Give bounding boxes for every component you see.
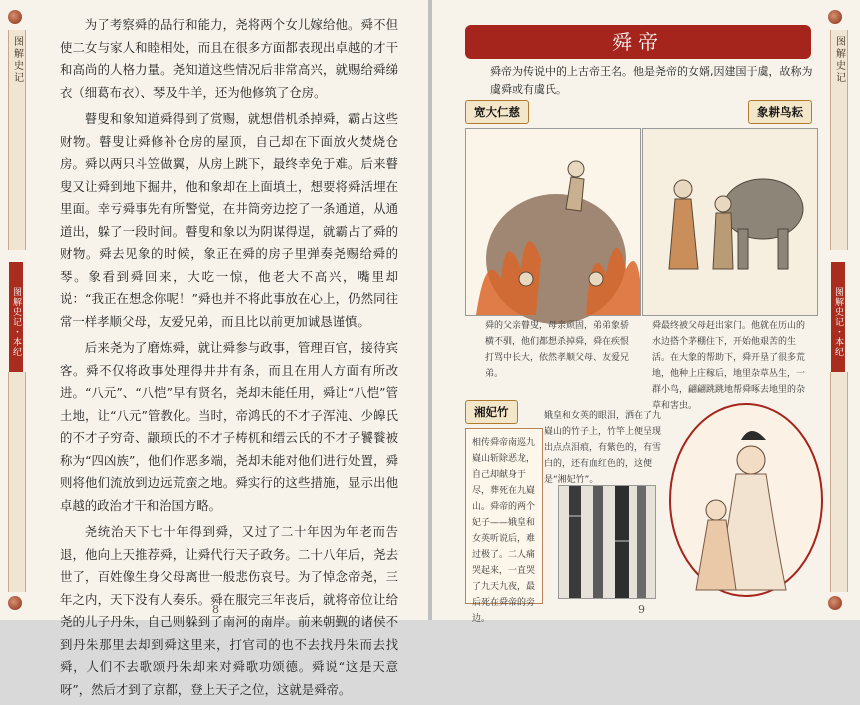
fire-scene-illustration (466, 129, 640, 315)
section-label-xiangfei-bamboo: 湘妃竹 (465, 400, 518, 424)
corner-ornament-top-left (8, 10, 22, 24)
sidebar-band-label: 图解史记・本纪 (9, 262, 23, 376)
sidebar-top-label: 图解史记 (833, 36, 845, 84)
left-sidebar-strip-lower (8, 372, 26, 592)
corner-ornament-bottom-right (828, 596, 842, 610)
intro-text: 舜帝为传说中的上古帝王名。他是尧帝的女婿,因建国于虞，故称为虞舜或有虞氏。 (490, 65, 813, 96)
bamboo-stalks-illustration (559, 486, 655, 598)
xiangfei-story-card: 相传舜帝南巡九嶷山斩除恶龙，自己却献身于尽，葬死在九嶷山。舜帝的两个妃子——娥皇和女英听说后，难过极了。二人痛哭起来，一直哭了九天九夜，最后死在舜帝的旁边。 (465, 428, 543, 604)
corner-ornament-bottom-left (8, 596, 22, 610)
illustration-elephant-panel (642, 128, 818, 316)
page-number-left: 8 (212, 603, 219, 616)
page-title: 舜帝 (465, 25, 811, 59)
consorts-illustration (666, 400, 828, 600)
elephant-scene-illustration (643, 129, 817, 315)
section-label-elephant-farming: 象耕鸟耘 (748, 100, 812, 124)
left-page (0, 0, 428, 697)
paragraph-3: 后来尧为了磨炼舜，就让舜参与政事，管理百官，接待宾客。舜不仅将政事处理得井井有条，而且在用人方面有所改进。“八元”、“八恺”早有贤名，尧却未能任用，舜让“八恺”管土地，让“八元”管教化。当时，帝鸿氏的不才子浑沌、少皞氏的不才子穷奇、颛顼氏的不才子梼杌和缙云氏的不才子饕餮被称为“四凶族”，他们作恶多端，尧却未能对他们进行处置，舜则将他们流放到边远荒蛮之地。舜实行的这些措施，显示出他卓越的政治才干和治国方略。 (60, 340, 398, 513)
bamboo-photo (558, 485, 656, 599)
left-sidebar-strip (8, 30, 26, 250)
sidebar-band-label: 图解史记・本纪 (831, 262, 845, 376)
paragraph-1: 为了考察舜的品行和能力，尧将两个女儿嫁给他。舜不但使二女与家人和睦相处，而且在很多方面都表现出卓越的才干和高尚的人格力量。尧知道这些情况后非常高兴，就赐给舜绨衣（细葛布衣）、琴及牛羊，还为他修筑了仓房。 (60, 17, 398, 100)
corner-ornament-top-right (828, 10, 842, 24)
right-sidebar-strip (830, 30, 848, 250)
caption-kindness: 舜的父亲瞽叟，母亲顽固，弟弟象骄横不驯，他们都想杀掉舜，舜在疾恨打骂中长大，依然孝顺父母、友爱兄弟。 (485, 321, 630, 379)
paragraph-4: 尧统治天下七十年得到舜，又过了二十年因为年老而告退，他向上天推荐舜，让舜代行天子政务。二十八年后，尧去世了，百姓像生身父母离世一般悲伤哀号。为了悼念帝尧，三年之内，天下没有人奏乐。舜在服完三年丧后，就将帝位让给尧的儿子丹朱，自己则躲到了南河的南岸。前来朝觐的诸侯不到丹朱那里去却到舜这里来，打官司的也不去找丹朱而去找舜，人们不去歌颂丹朱却来对舜歌功颂德。舜说“这是天意呀”，然后才到了京都，登上天子之位，这就是舜帝。 (60, 524, 398, 697)
caption-xiangfei-bamboo: 娥皇和女英的眼泪，洒在了九嶷山的竹子上，竹竿上便呈现出点点泪痕，有紫色的，有雪白的，还有血红色的，这便是“湘妃竹”。 (544, 411, 662, 485)
left-body-text (60, 14, 398, 705)
page-number-right: 9 (638, 603, 645, 616)
sidebar-top-label: 图解史记 (11, 36, 23, 84)
paragraph-2: 瞽叟和象知道舜得到了赏赐，就想借机杀掉舜，霸占这些财物。瞽叟让舜修补仓房的屋顶，自己却在下面放火焚烧仓房。舜以两只斗笠做翼，从房上跳下，最终幸免于难。后来瞽叟又让舜到地下掘井，他和象却在上面填土，想要将舜活埋在里面。幸亏舜事先有所警觉，在井筒旁边挖了一条通道，从通道出，躲了一段时间。瞽叟和象以为阴谋得逞，就霸占了舜的财物。舜去见象的时候，象正在舜的房子里弹奏尧赐给舜的琴。象看到舜回来，大吃一惊，他老大不高兴，嘴里却说：“我正在想念你呢！”舜也并不将此事放在心上，仍然同往常一样孝顺父母，友爱兄弟，而且比以前更加诚恳谨慎。 (60, 111, 398, 329)
right-sidebar-strip-lower (830, 372, 848, 592)
section-label-kindness: 宽大仁慈 (465, 100, 529, 124)
consorts-oval-illustration (666, 400, 828, 600)
caption-elephant-farming: 舜最终被父母赶出家门。他就在历山的水边搭个茅棚住下，开始他艰苦的生活。在大象的帮助下，舜开垦了很多荒地，他种上庄稼后，地里杂草丛生，一群小鸟，翩翩跳跳地帮舜啄去地里的杂草和害虫。 (652, 321, 806, 411)
illustration-fire-panel (465, 128, 641, 316)
right-page (432, 0, 860, 624)
